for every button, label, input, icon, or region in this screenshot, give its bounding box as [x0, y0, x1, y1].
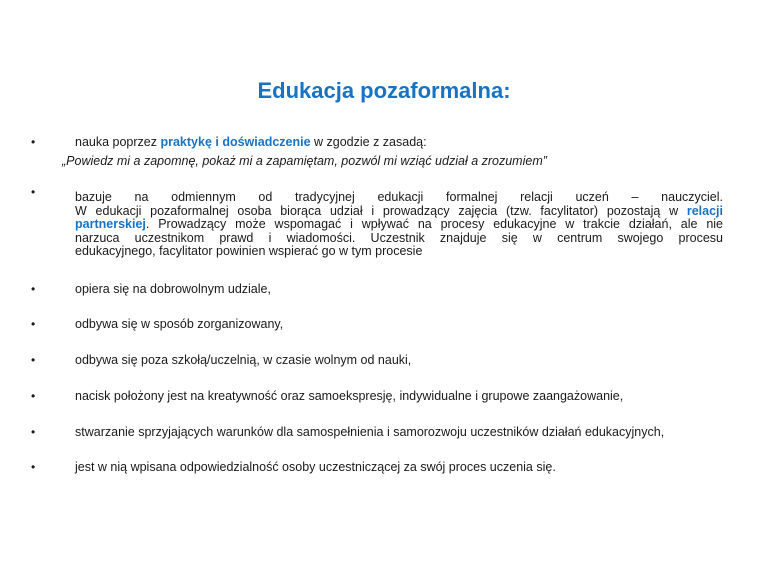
quote-line: „Powiedz mi a zapomnę, pokaż mi a zapamiętam, pozwól mi wziąć udział a zrozumiem”: [62, 154, 547, 168]
bullet-text: stwarzanie sprzyjających warunków dla samospełnienia i samorozwoju uczestników działań edukacyjnych,: [75, 425, 665, 439]
bullet-dot: •: [31, 282, 36, 296]
bullet-dot: •: [31, 389, 36, 403]
relation-line-3-suffix: . Prowadzący może wspomagać i wpływać na procesy edukacyjne w trakcie działań, ale nie: [145, 217, 723, 231]
relation-line-4: narzuca uczestnikom prawd i wiadomości. Uczestnik znajduje się w centrum swojego procesu: [75, 230, 723, 245]
bullet-text: odbywa się poza szkołą/uczelnią, w czasie wolnym od nauki,: [75, 353, 412, 367]
bullet-text-relation: [75, 191, 723, 259]
bullet-text: odbywa się w sposób zorganizowany,: [75, 317, 284, 331]
bullet-text: nacisk położony jest na kreatywność oraz samoekspresję, indywidualne i grupowe zaangażowanie,: [75, 389, 624, 403]
bullet-text-prefix: nauka poprzez: [75, 135, 161, 149]
relation-line-2-prefix: W edukacji pozaformalnej osoba biorąca udział i prowadzący zajęcia (tzw. facylitator) pozostają w: [75, 203, 687, 218]
relation-line-3: [75, 218, 723, 232]
bullet-dot: •: [31, 317, 36, 331]
relation-line-2: [75, 205, 723, 219]
bullet-dot: •: [31, 425, 36, 439]
highlight-partner: partnerskiej: [75, 217, 146, 231]
highlight-practice: praktykę i doświadczenie: [160, 135, 311, 149]
slide-title: Edukacja pozaformalna:: [257, 78, 511, 103]
bullet-text: jest w nią wpisana odpowiedzialność osoby uczestniczącej za swój proces uczenia się.: [75, 460, 556, 474]
relation-line-1: bazuje na odmiennym od tradycyjnej edukacji formalnej relacji uczeń – nauczyciel.: [75, 190, 723, 204]
bullet-text: opiera się na dobrowolnym udziale,: [75, 282, 271, 296]
bullet-text-suffix: w zgodzie z zasadą:: [310, 135, 427, 149]
bullet-dot: •: [31, 135, 36, 149]
bullet-dot: •: [31, 185, 36, 199]
bullet-text: [75, 136, 723, 150]
bullet-dot: •: [31, 460, 36, 474]
bullet-dot: •: [31, 353, 36, 367]
relation-line-5: edukacyjnego, facylitator powinien wspierać go w tym procesie: [75, 244, 423, 258]
highlight-relation: relacji: [686, 203, 723, 218]
